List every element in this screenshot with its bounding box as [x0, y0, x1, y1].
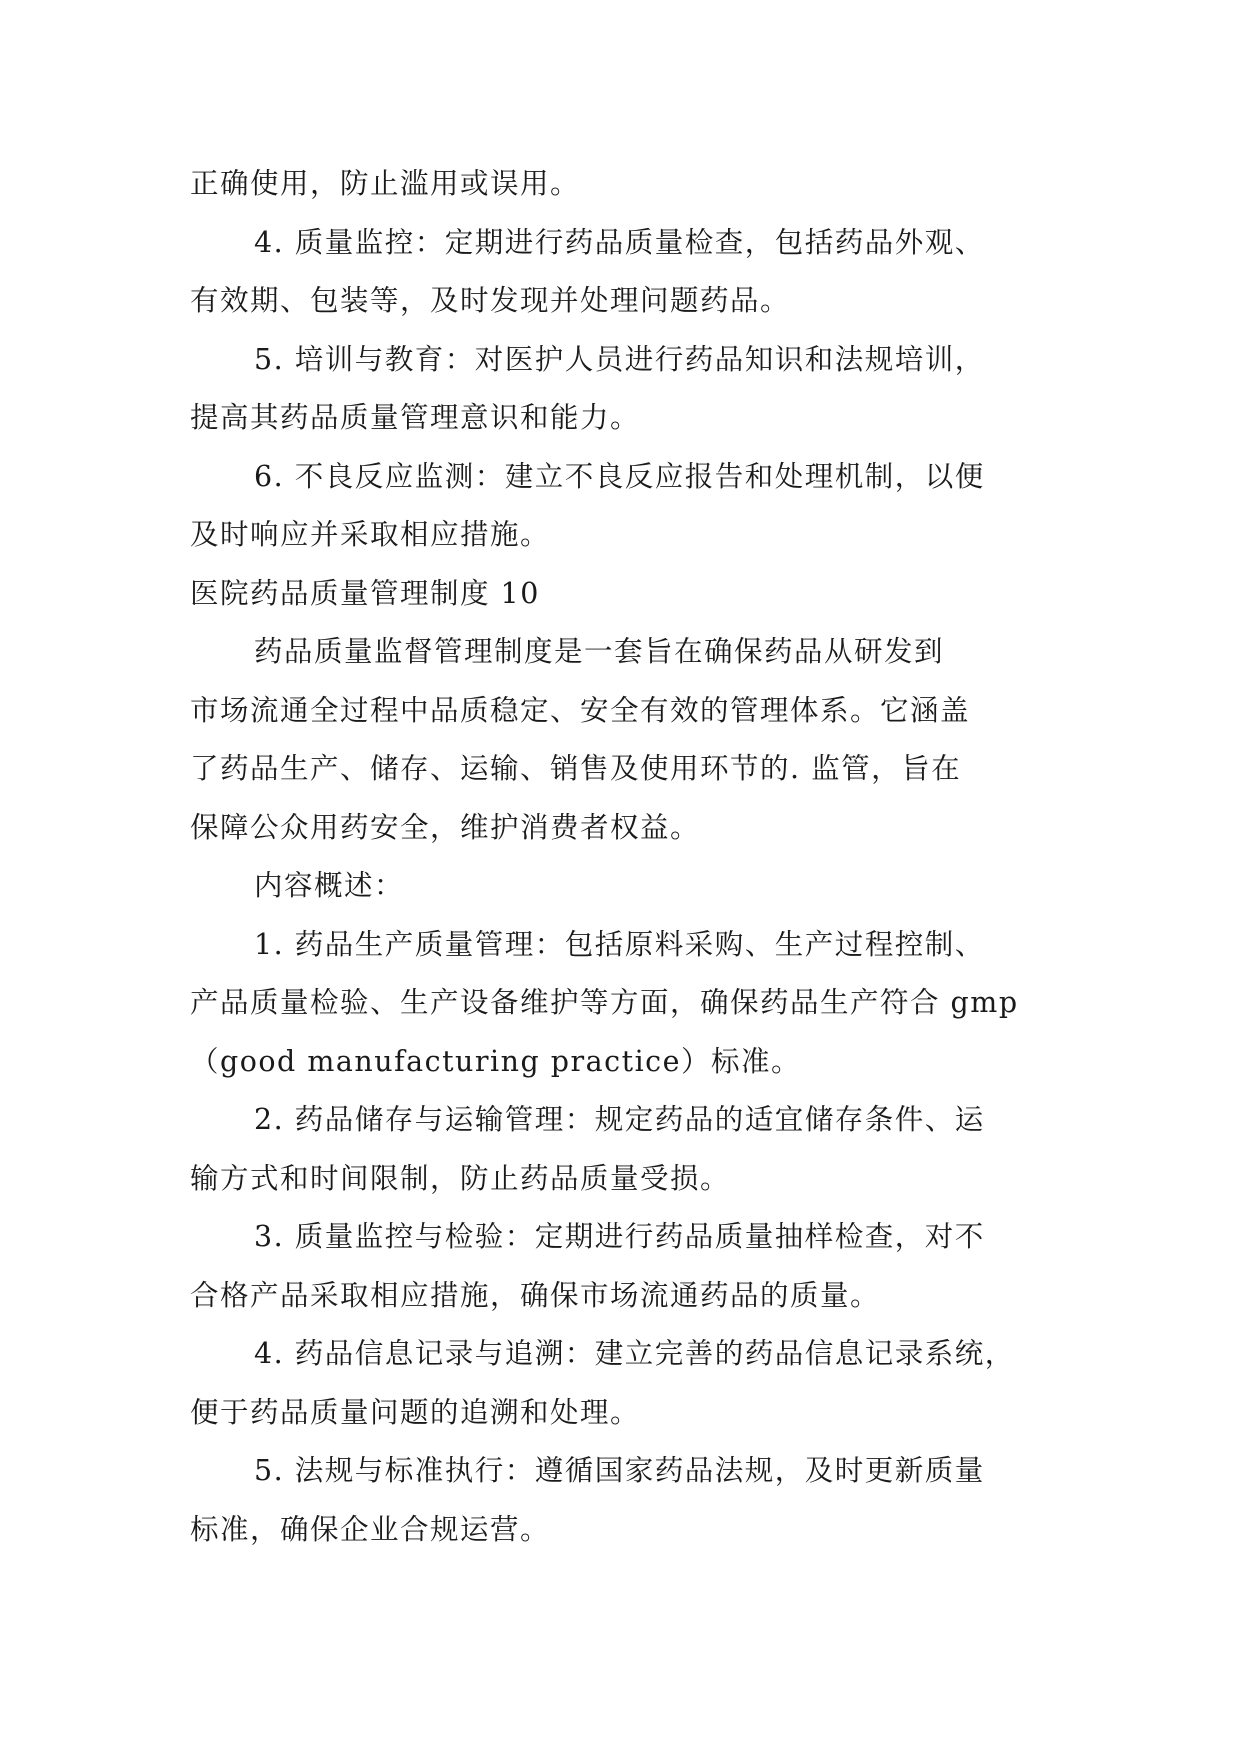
list-item-production: 1. 药品生产质量管理：包括原料采购、生产过程控制、 [254, 927, 985, 961]
text-line: 标准，确保企业合规运营。 [190, 1512, 551, 1546]
list-item-regulations: 5. 法规与标准执行：遵循国家药品法规，及时更新质量 [254, 1454, 985, 1487]
text-line: 市场流通全过程中品质稳定、安全有效的管理体系。它涵盖 [190, 693, 971, 727]
list-item-inspection: 3. 质量监控与检验：定期进行药品质量抽样检查，对不 [254, 1220, 985, 1253]
text-line: 合格产品采取相应措施，确保市场流通药品的质量。 [190, 1278, 881, 1312]
text-line: 保障公众用药安全，维护消费者权益。 [190, 810, 701, 844]
text-line: 输方式和时间限制，防止药品质量受损。 [190, 1161, 731, 1195]
content-overview-label: 内容概述： [254, 869, 405, 902]
list-item-quality-monitoring: 4. 质量监控：定期进行药品质量检查，包括药品外观、 [254, 225, 985, 259]
text-line: 产品质量检验、生产设备维护等方面，确保药品生产符合 gmp [190, 986, 1019, 1019]
text-line: 提高其药品质量管理意识和能力。 [190, 401, 641, 434]
text-line: 及时响应并采取相应措施。 [190, 518, 551, 551]
text-line: （good manufacturing practice）标准。 [190, 1044, 802, 1078]
text-line: 便于药品质量问题的追溯和处理。 [190, 1395, 641, 1429]
text-line: 正确使用，防止滥用或误用。 [190, 167, 581, 200]
list-item-traceability: 4. 药品信息记录与追溯：建立完善的药品信息记录系统， [254, 1337, 1015, 1370]
text-line: 有效期、包装等，及时发现并处理问题药品。 [190, 284, 791, 317]
text-line: 了药品生产、储存、运输、销售及使用环节的. 监管，旨在 [190, 752, 962, 785]
list-item-adverse-reaction: 6. 不良反应监测：建立不良反应报告和处理机制，以便 [254, 459, 985, 493]
section-heading: 医院药品质量管理制度 10 [190, 576, 540, 610]
list-item-training: 5. 培训与教育：对医护人员进行药品知识和法规培训， [254, 342, 985, 376]
list-item-storage-transport: 2. 药品储存与运输管理：规定药品的适宜储存条件、运 [254, 1103, 985, 1136]
paragraph-intro: 药品质量监督管理制度是一套旨在确保药品从研发到 [254, 635, 945, 668]
document-body [190, 155, 1052, 1559]
